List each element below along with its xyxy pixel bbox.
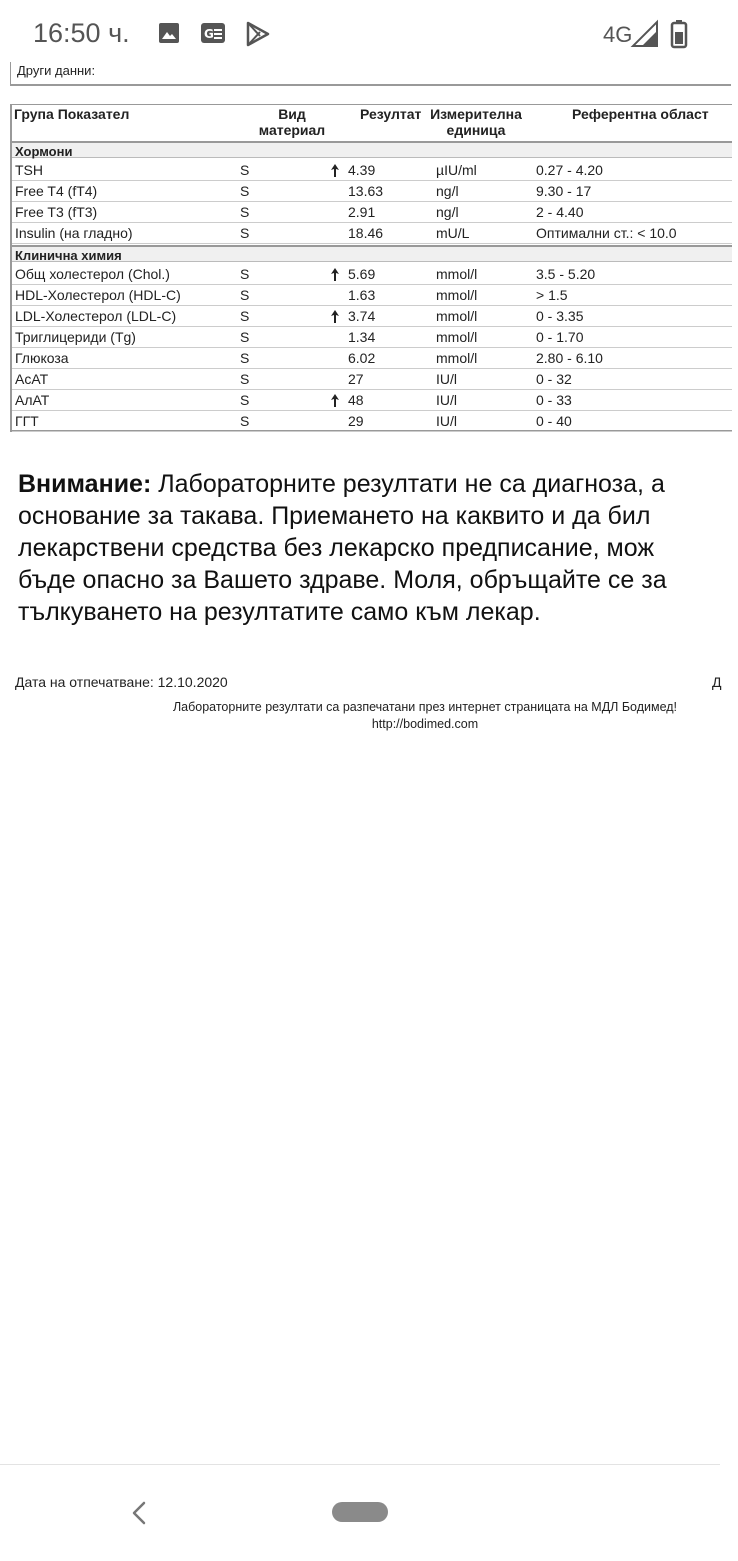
table-row	[12, 264, 732, 285]
header-unit: Измерителна единица	[430, 106, 522, 138]
row-unit: mmol/l	[436, 350, 478, 366]
table-row	[12, 223, 732, 244]
footer-link[interactable]: http://bodimed.com	[371, 717, 479, 731]
row-result: 6.02	[348, 350, 376, 366]
row-name: LDL-Холестерол (LDL-C)	[15, 308, 177, 324]
row-unit: µIU/ml	[436, 162, 477, 178]
warning-line: основание за такава. Приемането на каквито и да бил	[18, 502, 651, 530]
warning-label: Внимание:	[18, 470, 152, 498]
home-pill[interactable]	[332, 1502, 388, 1522]
row-name: АсАТ	[15, 371, 49, 387]
row-result: 48	[348, 392, 364, 408]
header-reference: Референтна област	[572, 106, 709, 122]
results-table	[10, 104, 732, 432]
footer-note-line: Лабораторните резултати са разпечатани през интернет страницата на МДЛ Бодимед!	[172, 700, 678, 714]
row-reference: 9.30 - 17	[536, 183, 592, 199]
svg-text:G: G	[204, 27, 214, 41]
row-reference: Оптимални ст.: < 10.0	[536, 225, 677, 241]
row-result: 13.63	[348, 183, 384, 199]
status-time: 16:50 ч.	[33, 18, 130, 48]
row-material: S	[240, 392, 250, 408]
row-reference: 2.80 - 6.10	[536, 350, 603, 366]
row-name: АлАТ	[15, 392, 50, 408]
news-icon	[200, 22, 226, 44]
warning-line: бъде опасно за Вашето здраве. Моля, обръщайте се за	[18, 566, 667, 594]
group-header: Клинична химия	[12, 245, 732, 262]
high-flag-arrow-icon	[330, 268, 340, 281]
battery-icon	[670, 20, 688, 48]
row-name: Триглицериди (Tg)	[15, 329, 136, 345]
row-reference: 2 - 4.40	[536, 204, 584, 220]
row-result: 3.74	[348, 308, 376, 324]
row-material: S	[240, 308, 250, 324]
row-name: Общ холестерол (Chol.)	[15, 266, 170, 282]
signal-icon	[632, 21, 658, 47]
row-result: 18.46	[348, 225, 384, 241]
row-reference: 0 - 40	[536, 413, 572, 429]
row-material: S	[240, 287, 250, 303]
cut-off-text: Д	[712, 674, 722, 690]
previous-section-box	[10, 62, 731, 86]
navigation-bar	[0, 1464, 720, 1561]
header-material: Вид материал	[258, 106, 326, 138]
row-name: TSH	[15, 162, 43, 178]
warning-line: лекарствени средства без лекарско предписание, мож	[18, 534, 655, 562]
row-reference: 0 - 32	[536, 371, 572, 387]
header-group: Група Показател	[14, 106, 130, 122]
row-name: Insulin (на гладно)	[15, 225, 133, 241]
row-name: Free T3 (fT3)	[15, 204, 98, 220]
status-bar	[0, 0, 720, 70]
row-result: 27	[348, 371, 364, 387]
row-material: S	[240, 183, 250, 199]
row-unit: mmol/l	[436, 266, 478, 282]
row-reference: 3.5 - 5.20	[536, 266, 596, 282]
row-unit: IU/l	[436, 392, 457, 408]
row-material: S	[240, 371, 250, 387]
table-row	[12, 285, 732, 306]
row-result: 2.91	[348, 204, 376, 220]
previous-section-text: Други данни:	[17, 63, 96, 78]
row-reference: 0 - 1.70	[536, 329, 584, 345]
group-header: Хормони	[12, 141, 732, 158]
row-reference: > 1.5	[536, 287, 568, 303]
print-date: Дата на отпечатване: 12.10.2020	[15, 674, 228, 690]
table-row	[12, 327, 732, 348]
table-header	[12, 105, 732, 141]
row-result: 1.34	[348, 329, 376, 345]
warning-line: Лабораторните резултати не са диагноза, а	[158, 470, 665, 498]
warning-line: тълкуването на резултатите само към лекар.	[18, 598, 541, 626]
play-store-icon	[246, 22, 270, 46]
row-name: HDL-Холестерол (HDL-C)	[15, 287, 181, 303]
row-unit: mmol/l	[436, 308, 478, 324]
table-row	[12, 181, 732, 202]
table-row	[12, 202, 732, 223]
row-unit: ng/l	[436, 204, 459, 220]
row-material: S	[240, 225, 250, 241]
row-name: Free T4 (fT4)	[15, 183, 98, 199]
row-reference: 0 - 3.35	[536, 308, 584, 324]
high-flag-arrow-icon	[330, 394, 340, 407]
high-flag-arrow-icon	[330, 164, 340, 177]
row-material: S	[240, 162, 250, 178]
back-icon[interactable]	[128, 1499, 150, 1527]
row-unit: IU/l	[436, 371, 457, 387]
row-reference: 0.27 - 4.20	[536, 162, 603, 178]
row-reference: 0 - 33	[536, 392, 572, 408]
row-result: 29	[348, 413, 364, 429]
table-row	[12, 411, 732, 432]
table-row	[12, 369, 732, 390]
row-name: ГГТ	[15, 413, 39, 429]
row-material: S	[240, 413, 250, 429]
row-material: S	[240, 329, 250, 345]
table-row	[12, 306, 732, 327]
row-result: 4.39	[348, 162, 376, 178]
row-unit: mmol/l	[436, 287, 478, 303]
footer-note	[130, 699, 720, 733]
table-row	[12, 390, 732, 411]
row-unit: ng/l	[436, 183, 459, 199]
warning-text	[18, 468, 738, 628]
image-icon	[158, 22, 180, 44]
row-material: S	[240, 204, 250, 220]
header-result: Резултат	[360, 106, 422, 122]
row-unit: mU/L	[436, 225, 470, 241]
row-unit: mmol/l	[436, 329, 478, 345]
network-type: 4G	[603, 22, 633, 47]
row-unit: IU/l	[436, 413, 457, 429]
row-result: 1.63	[348, 287, 376, 303]
row-result: 5.69	[348, 266, 376, 282]
row-material: S	[240, 266, 250, 282]
table-row	[12, 160, 732, 181]
row-name: Глюкоза	[15, 350, 69, 366]
high-flag-arrow-icon	[330, 310, 340, 323]
document-view[interactable]	[0, 62, 720, 1462]
table-row	[12, 348, 732, 369]
row-material: S	[240, 350, 250, 366]
